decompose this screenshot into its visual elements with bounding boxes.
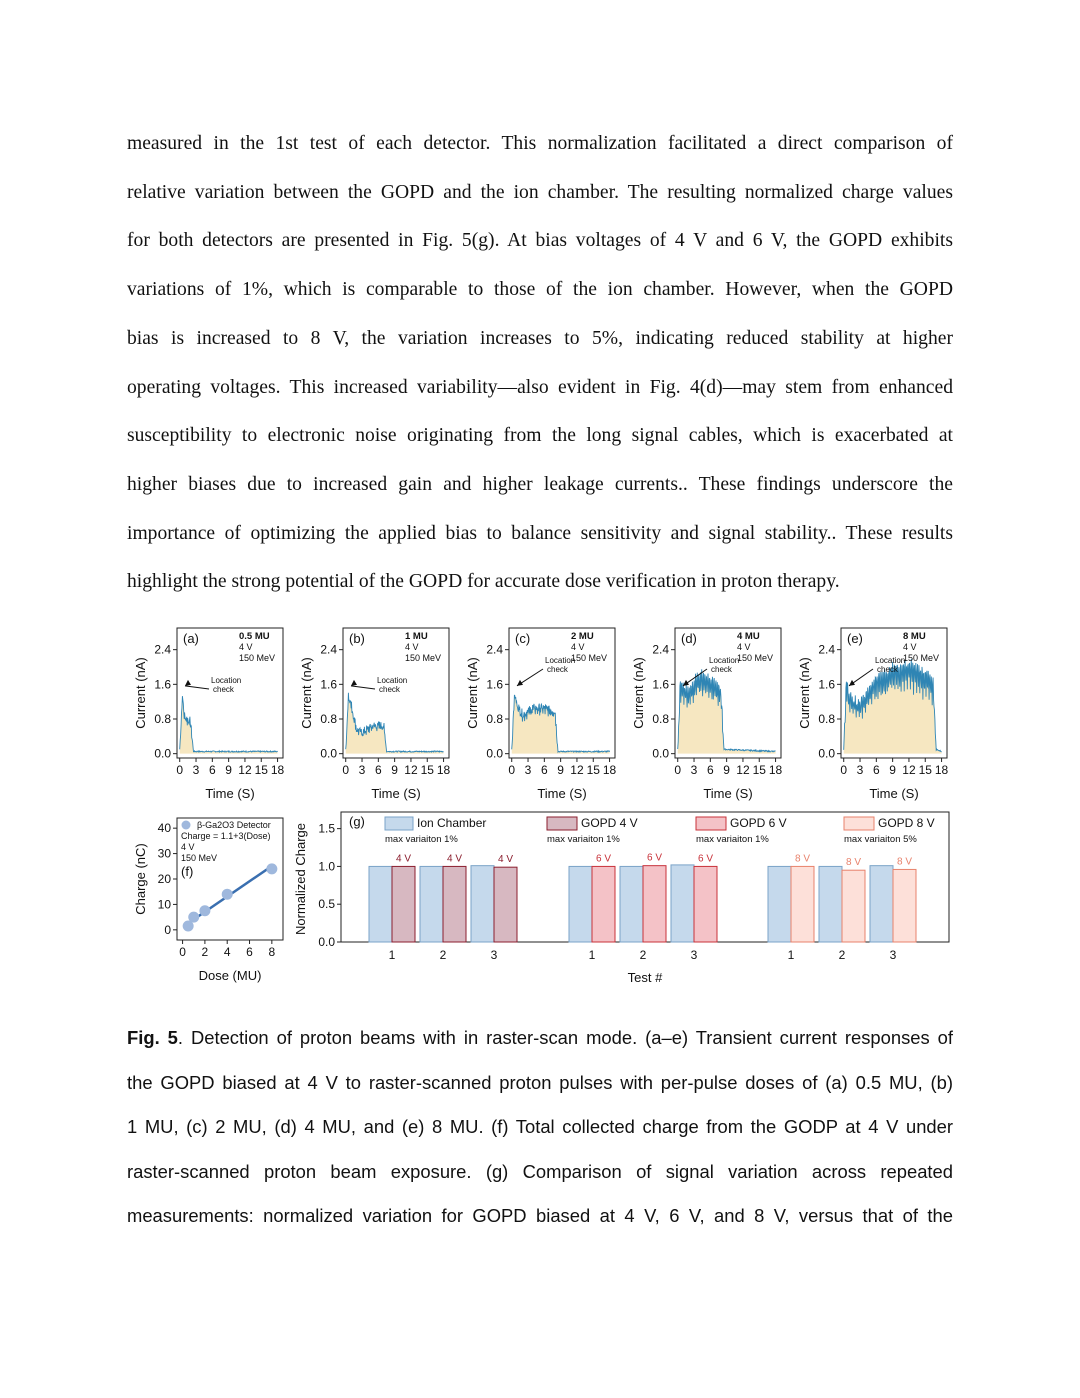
x-tick-label: 3 [856, 763, 864, 777]
x-tick-label: 3 [889, 948, 897, 962]
x-axis-label: Test # [627, 970, 663, 985]
y-axis-label: Current (nA) [299, 657, 314, 729]
x-tick-label: 9 [557, 763, 564, 777]
panel-dose-label: 4 MU [737, 631, 760, 642]
x-tick-label: 9 [889, 763, 896, 777]
legend-swatch-gopd [696, 817, 726, 830]
bar-ion-chamber [870, 866, 893, 942]
x-axis-label: Time (S) [869, 786, 919, 801]
bias-label: 4 V [239, 642, 253, 652]
y-tick-label: 1.0 [318, 859, 335, 874]
body-line: susceptibility to electronic noise originating from the long signal cables, which is exacerbated at [127, 425, 953, 447]
panel-label: (b) [349, 631, 365, 646]
y-tick-label: 20 [157, 872, 171, 886]
annotation-arrowhead [185, 680, 191, 686]
bar-value-label: 4 V [497, 854, 514, 866]
y-axis-label: Charge (nC) [133, 843, 148, 915]
x-tick-label: 18 [602, 763, 617, 777]
annotation-text: check [711, 665, 732, 674]
current-area [512, 695, 610, 754]
y-tick-label: 2.4 [818, 642, 835, 657]
charge-panel [133, 818, 283, 983]
y-tick-label: 0.8 [486, 712, 503, 726]
body-line: relative variation between the GOPD and the ion chamber. The resulting normalized charge values [127, 181, 953, 203]
energy-label: 150 MeV [903, 653, 940, 663]
data-point [189, 912, 199, 922]
legend-swatch-gopd [844, 817, 874, 830]
legend-label-ion: Ion Chamber [417, 816, 487, 830]
legend-note-gopd: max variaiton 5% [844, 834, 917, 845]
x-tick-label: 12 [736, 763, 750, 777]
y-tick-label: 0.8 [818, 712, 835, 726]
bias-label: 4 V [405, 642, 419, 652]
x-axis-label: Time (S) [371, 786, 421, 801]
annotation-text: check [877, 665, 898, 674]
x-tick-label: 2 [439, 948, 447, 962]
x-tick-label: 3 [690, 763, 698, 777]
y-axis-label: Normalized Charge [293, 823, 308, 935]
annotation-text: check [213, 685, 234, 694]
x-axis-label: Time (S) [703, 786, 753, 801]
energy-label: 150 MeV [181, 853, 218, 863]
x-tick-label: 0 [342, 763, 350, 777]
x-tick-label: 3 [192, 763, 200, 777]
bias-label: 4 V [737, 642, 751, 652]
x-tick-label: 15 [752, 763, 766, 777]
x-tick-label: 3 [690, 948, 698, 962]
bar-gopd [791, 866, 814, 942]
body-paragraph [127, 120, 953, 607]
bar-value-label: 6 V [646, 852, 663, 864]
body-line: importance of optimizing the applied bias to balance sensitivity and signal stability.. These results [127, 522, 953, 544]
body-line: bias is increased to 8 V, the variation increases to 5%, indicating reduced stability at higher [127, 327, 953, 349]
legend-swatch-ion [385, 817, 413, 830]
x-tick-label: 6 [872, 763, 880, 777]
x-tick-label: 2 [639, 948, 647, 962]
y-tick-label: 1.6 [652, 677, 669, 692]
y-tick-label: 0.0 [818, 746, 835, 761]
x-tick-label: 0 [508, 763, 516, 777]
x-tick-label: 1 [388, 948, 396, 962]
panel-dose-label: 2 MU [571, 631, 594, 642]
annotation-text: Location [377, 676, 408, 685]
x-tick-label: 9 [391, 763, 398, 777]
bar-ion-chamber [420, 866, 443, 942]
bar-value-label: 8 V [896, 856, 913, 868]
y-tick-label: 0.5 [318, 897, 335, 912]
x-tick-label: 12 [404, 763, 418, 777]
x-tick-label: 18 [768, 763, 783, 777]
bias-label: 4 V [571, 642, 585, 652]
x-tick-label: 15 [254, 763, 268, 777]
y-tick-label: 2.4 [486, 642, 503, 657]
legend-swatch-gopd [547, 817, 577, 830]
annotation-arrowhead [351, 680, 357, 686]
x-tick-label: 9 [723, 763, 730, 777]
x-tick-label: 18 [436, 763, 451, 777]
current-panel-1 [133, 628, 285, 801]
panel-label: (e) [847, 631, 863, 646]
bar-value-label: 4 V [395, 853, 412, 865]
bar-gopd [842, 870, 865, 942]
body-line: highlight the strong potential of the GOPD for accurate dose verification in proton therapy. [127, 571, 840, 593]
x-tick-label: 3 [490, 948, 498, 962]
annotation-text: Location [709, 656, 740, 665]
x-tick-label: 3 [524, 763, 532, 777]
y-tick-label: 10 [157, 897, 171, 912]
y-axis-label: Current (nA) [133, 657, 148, 729]
body-line: variations of 1%, which is comparable to those of the ion chamber. However, when the GOPD [127, 279, 953, 301]
bar-ion-chamber [671, 865, 694, 942]
current-series-line [180, 696, 278, 752]
caption-label: Fig. 5 [127, 1027, 178, 1048]
figure-5-svg [127, 622, 957, 994]
current-panel-4 [631, 628, 783, 801]
bar-gopd [494, 867, 517, 942]
x-tick-label: 15 [420, 763, 434, 777]
y-tick-label: 1.5 [318, 821, 335, 836]
y-tick-label: 0.0 [320, 746, 337, 761]
bar-value-label: 6 V [697, 853, 714, 865]
annotation-text: Location [545, 656, 576, 665]
normalized-charge-panel [293, 812, 949, 985]
legend-label-gopd: GOPD 4 V [581, 816, 638, 830]
y-axis-label: Current (nA) [631, 657, 646, 729]
legend-label-gopd: GOPD 8 V [878, 816, 935, 830]
bar-ion-chamber [569, 866, 592, 942]
fit-equation: Charge = 1.1+3(Dose) [181, 831, 271, 841]
x-tick-label: 1 [787, 948, 795, 962]
x-axis-label: Time (S) [205, 786, 255, 801]
annotation-text: check [547, 665, 568, 674]
y-tick-label: 0.0 [652, 746, 669, 761]
panel-label: (d) [681, 631, 697, 646]
energy-label: 150 MeV [239, 653, 276, 663]
legend-label: β-Ga2O3 Detector [197, 820, 271, 830]
panel-label: (c) [515, 631, 531, 646]
body-line: measured in the 1st test of each detector. This normalization facilitated a direct comparison of [127, 133, 953, 154]
current-panel-3 [465, 628, 617, 801]
y-tick-label: 0 [164, 922, 171, 937]
x-tick-label: 2 [201, 945, 209, 959]
x-tick-label: 12 [238, 763, 252, 777]
panel-label: (f) [181, 864, 194, 879]
caption-line: the GOPD biased at 4 V to raster-scanned proton pulses with per-pulse doses of (a) 0.5 MU, (b) [127, 1071, 953, 1093]
x-tick-label: 8 [268, 945, 276, 959]
x-tick-label: 0 [674, 763, 682, 777]
bar-ion-chamber [471, 866, 494, 942]
energy-label: 150 MeV [405, 653, 442, 663]
x-tick-label: 9 [225, 763, 232, 777]
data-point [200, 906, 210, 916]
annotation-text: Location [875, 656, 906, 665]
current-panel-5 [797, 628, 949, 801]
x-tick-label: 0 [176, 763, 184, 777]
bar-gopd [392, 866, 415, 942]
legend-note-gopd: max variaiton 1% [547, 834, 620, 845]
x-axis-label: Time (S) [537, 786, 587, 801]
x-tick-label: 15 [918, 763, 932, 777]
caption-line: 1 MU, (c) 2 MU, (d) 4 MU, and (e) 8 MU. (f) Total collected charge from the GODP at 4 V under [127, 1116, 953, 1138]
y-tick-label: 1.6 [818, 677, 835, 692]
legend-note-gopd: max variaiton 1% [696, 834, 769, 845]
panel-dose-label: 1 MU [405, 631, 428, 642]
bar-gopd [443, 866, 466, 942]
current-panel-2 [299, 628, 451, 801]
bar-value-label: 6 V [595, 853, 612, 865]
x-tick-label: 15 [586, 763, 600, 777]
bar-ion-chamber [620, 866, 643, 942]
figure-caption [127, 1016, 953, 1239]
y-tick-label: 0.8 [652, 712, 669, 726]
y-tick-label: 1.6 [154, 677, 171, 692]
y-tick-label: 1.6 [486, 677, 503, 692]
x-tick-label: 18 [934, 763, 949, 777]
x-tick-label: 4 [223, 945, 231, 959]
body-line: higher biases due to increased gain and higher leakage currents.. These findings underscore the [127, 473, 953, 495]
bar-gopd [694, 866, 717, 942]
energy-label: 150 MeV [737, 653, 774, 663]
x-tick-label: 0 [179, 945, 186, 959]
x-tick-label: 12 [570, 763, 584, 777]
bias-label: 4 V [181, 842, 195, 852]
x-tick-label: 0 [840, 763, 848, 777]
caption-line: measurements: normalized variation for GOPD biased at 4 V, 6 V, and 8 V, versus that of the [127, 1205, 953, 1227]
x-axis-label: Dose (MU) [198, 968, 262, 983]
data-point [267, 864, 277, 874]
bar-gopd [592, 866, 615, 942]
x-tick-label: 6 [208, 763, 216, 777]
legend-marker [182, 821, 191, 830]
figure-5 [127, 622, 957, 994]
y-tick-label: 2.4 [652, 642, 669, 657]
caption-line: . Detection of proton beams with in raster-scan mode. (a–e) Transient current responses of [177, 1027, 953, 1048]
panel-dose-label: 0.5 MU [239, 631, 270, 642]
legend-label-gopd: GOPD 6 V [730, 816, 787, 830]
x-tick-label: 6 [374, 763, 382, 777]
caption-line: raster-scanned proton beam exposure. (g) Comparison of signal variation across repeated [127, 1160, 953, 1182]
y-tick-label: 0.0 [486, 746, 503, 761]
bar-value-label: 8 V [845, 857, 862, 869]
panel-label: (a) [183, 631, 199, 646]
bar-gopd [643, 866, 666, 942]
bar-gopd [893, 869, 916, 942]
bar-value-label: 4 V [446, 853, 463, 865]
y-tick-label: 2.4 [320, 642, 337, 657]
energy-label: 150 MeV [571, 653, 608, 663]
body-line: operating voltages. This increased variability—also evident in Fig. 4(d)—may stem from enhanced [127, 376, 953, 398]
annotation-arrow [185, 686, 209, 689]
y-axis-label: Current (nA) [465, 657, 480, 729]
y-tick-label: 0.0 [154, 746, 171, 761]
y-tick-label: 0.8 [320, 712, 337, 726]
bar-ion-chamber [819, 866, 842, 942]
x-tick-label: 1 [588, 948, 596, 962]
x-tick-label: 2 [838, 948, 846, 962]
y-tick-label: 2.4 [154, 642, 171, 657]
bias-label: 4 V [903, 642, 917, 652]
current-area [346, 693, 444, 754]
y-tick-label: 0.8 [154, 712, 171, 726]
x-tick-label: 6 [246, 945, 253, 959]
annotation-text: Location [211, 676, 242, 685]
bar-ion-chamber [369, 866, 392, 942]
bar-ion-chamber [768, 866, 791, 942]
x-tick-label: 3 [358, 763, 366, 777]
y-tick-label: 0.0 [318, 935, 335, 949]
y-axis-label: Current (nA) [797, 657, 812, 729]
data-point [183, 921, 193, 931]
legend-note-ion: max variaiton 1% [385, 834, 458, 845]
y-tick-label: 40 [157, 821, 171, 836]
data-point [222, 889, 232, 899]
panel-dose-label: 8 MU [903, 631, 926, 642]
body-line: for both detectors are presented in Fig. 5(g). At bias voltages of 4 V and 6 V, the GOPD exhibits [127, 230, 953, 252]
bar-value-label: 8 V [794, 853, 811, 865]
x-tick-label: 12 [902, 763, 916, 777]
panel-label: (g) [349, 814, 365, 829]
x-tick-label: 6 [540, 763, 548, 777]
annotation-arrow [351, 686, 375, 689]
y-tick-label: 1.6 [320, 677, 337, 692]
x-tick-label: 18 [270, 763, 285, 777]
y-tick-label: 30 [157, 846, 171, 861]
x-tick-label: 6 [706, 763, 714, 777]
annotation-text: check [379, 685, 400, 694]
current-area [180, 696, 278, 754]
